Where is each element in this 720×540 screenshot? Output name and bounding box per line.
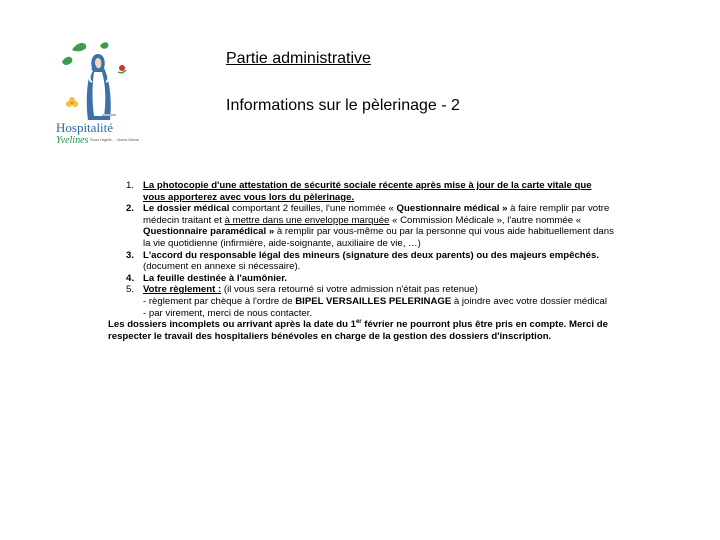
text-run: Les dossiers incomplets ou arrivant après la date du 1 <box>108 319 356 331</box>
envelope-instruction: à mettre dans une enveloppe marquée <box>224 214 390 226</box>
logo-sub: Yvelines <box>56 135 89 146</box>
document-body <box>104 180 616 342</box>
logo-name: Hospitalité <box>56 120 114 135</box>
page-title: Partie administrative <box>226 50 371 67</box>
text-run: (il vous sera retourné si votre admission n'était pas retenue) <box>221 284 478 296</box>
list-item <box>104 203 616 249</box>
list-item <box>104 284 616 319</box>
logo-tagline: Sous l'égide ... Notre-Dame <box>90 137 140 142</box>
item-number: 2. <box>126 203 135 215</box>
payment-cheque <box>143 296 616 308</box>
payment-transfer: - par virement, merci de nous contacter. <box>143 307 313 319</box>
paramedical-questionnaire-label: Questionnaire paramédical » <box>143 226 275 238</box>
payment-label: Votre règlement : <box>143 284 222 296</box>
item-text <box>143 284 616 296</box>
item-text: La photocopie d'une attestation de sécurité sociale récente après mise à jour de la carte vitale que vous apporterez avec vous lors du pèlerinage. <box>143 180 592 203</box>
item-number: 1. <box>126 180 135 191</box>
list-item <box>104 273 616 285</box>
item-text: La feuille destinée à l'aumônier. <box>143 272 288 284</box>
text-run: à joindre avec votre dossier médical <box>451 295 607 307</box>
item-text <box>143 203 616 249</box>
item-text: L'accord du responsable légal des mineurs (signature des deux parents) ou des majeurs empêchés. <box>143 249 599 261</box>
item-number: 5. <box>126 284 135 296</box>
logo-text <box>56 121 146 146</box>
list-item <box>104 180 616 203</box>
list-item <box>104 250 616 273</box>
text-run: - règlement par chèque à l'ordre de <box>143 295 296 307</box>
text-run: comportant 2 feuilles, l'une nommée « <box>229 203 397 215</box>
item-subtext: (document en annexe si nécessaire). <box>143 261 301 273</box>
text-run: à faire remplir par votre médecin traitant et <box>143 203 610 226</box>
text-run: février ne pourront plus être pris en compte. Merci de respecter le travail des hospitaliers bénévoles en charge de la gestion des dossiers d'inscription. <box>108 319 608 342</box>
item-number: 4. <box>126 272 135 284</box>
superscript: er <box>355 318 362 325</box>
closing-note <box>104 319 616 342</box>
text-run: « Commission Médicale », l'autre nommée « <box>389 214 582 226</box>
item-number: 3. <box>126 249 135 261</box>
payee-name: BIPEL VERSAILLES PELERINAGE <box>295 295 452 307</box>
page-subtitle: Informations sur le pèlerinage - 2 <box>226 97 460 114</box>
medical-file-label: Le dossier médical <box>143 203 230 215</box>
text-run: à remplir par vous-même ou par la personne qui vous aide habituellement dans la vie quotidienne (infirmière, aide-soignante, auxiliaire de vie, …) <box>143 226 614 249</box>
medical-questionnaire-label: Questionnaire médical » <box>396 203 508 215</box>
